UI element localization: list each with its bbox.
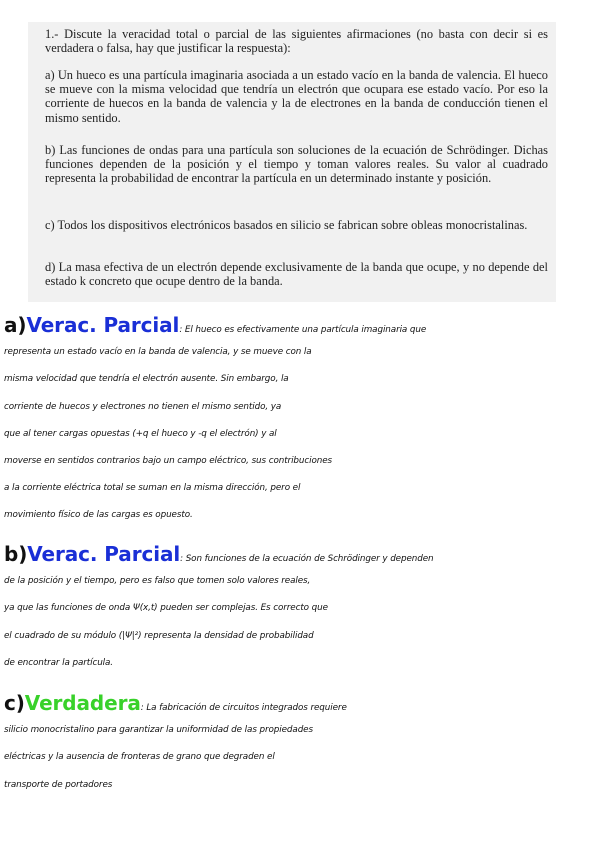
answer-text: : El hueco es efectivamente una partícula imaginaria que (179, 325, 427, 335)
handwritten-answer-b (4, 541, 598, 677)
answer-line: misma velocidad que tendría el electrón ausente. Sin embargo, la (4, 374, 289, 385)
answer-text: : La fabricación de circuitos integrados requiere (140, 703, 347, 713)
answer-line: representa un estado vacío en la banda de valencia, y se mueve con la (4, 347, 312, 358)
answer-line: corriente de huecos y electrones no tienen el mismo sentido, ya (4, 401, 282, 412)
statement-d: d) La masa efectiva de un electrón depende exclusivamente de la banda que ocupe, y no depende del estado k concreto que ocupe dentro de la banda. (45, 260, 548, 289)
answer-marker: a) (4, 313, 27, 337)
handwritten-answer-a (4, 312, 598, 530)
answer-line (4, 312, 598, 339)
verdict-label: Verac. Parcial (26, 313, 180, 337)
statement-a: a) Un hueco es una partícula imaginaria asociada a un estado vacío en la banda de valencia. El hueco se mueve con la misma velocidad que tendría un electrón que ocupara ese estado vacío. Por eso la corriente de huecos en la banda de valencia y la de electrones en la banda de conducción tienen el mismo sentido. (45, 68, 548, 125)
answer-line (4, 541, 598, 568)
question-intro: 1.- Discute la veracidad total o parcial de las siguientes afirmaciones (no basta con decir si es verdadera o falsa, hay que justificar la respuesta): (45, 27, 548, 56)
answer-line: transporte de portadores (4, 779, 113, 790)
answer-line: a la corriente eléctrica total se suman en la misma dirección, pero el (4, 483, 301, 494)
answer-line: el cuadrado de su módulo (|Ψ|²) representa la densidad de probabilidad (4, 630, 314, 641)
answer-marker: c) (4, 691, 25, 715)
statement-b: b) Las funciones de ondas para una partícula son soluciones de la ecuación de Schrödinger. Dichas funciones dependen de la posición y el tiempo y toman valores reales. Su valor al cuadrado representa la probabilidad de encontrar la partícula en un determinado instante y posición. (45, 143, 548, 186)
answer-text: : Son funciones de la ecuación de Schrödinger y dependen (180, 554, 434, 564)
answer-line: de encontrar la partícula. (4, 657, 114, 668)
answer-line: movimiento físico de las cargas es opuesto. (4, 510, 193, 521)
answer-line: ya que las funciones de onda Ψ(x,t) pueden ser complejas. Es correcto que (4, 603, 328, 614)
handwritten-answer-c (4, 690, 598, 799)
answer-line: silicio monocristalino para garantizar la uniformidad de las propiedades (4, 725, 313, 736)
verdict-label: Verac. Parcial (27, 542, 181, 566)
answer-line (4, 690, 598, 717)
answer-line: eléctricas y la ausencia de fronteras de grano que degraden el (4, 752, 275, 763)
answer-line: moverse en sentidos contrarios bajo un campo eléctrico, sus contribuciones (4, 455, 333, 466)
verdict-label: Verdadera (24, 691, 141, 715)
printed-question-block (28, 22, 556, 302)
answer-marker: b) (4, 542, 28, 566)
answer-line: que al tener cargas opuestas (+q el hueco y -q el electrón) y al (4, 428, 277, 439)
statement-c: c) Todos los dispositivos electrónicos basados en silicio se fabrican sobre obleas monocristalinas. (45, 218, 528, 232)
answer-line: de la posición y el tiempo, pero es falso que tomen solo valores reales, (4, 576, 311, 587)
